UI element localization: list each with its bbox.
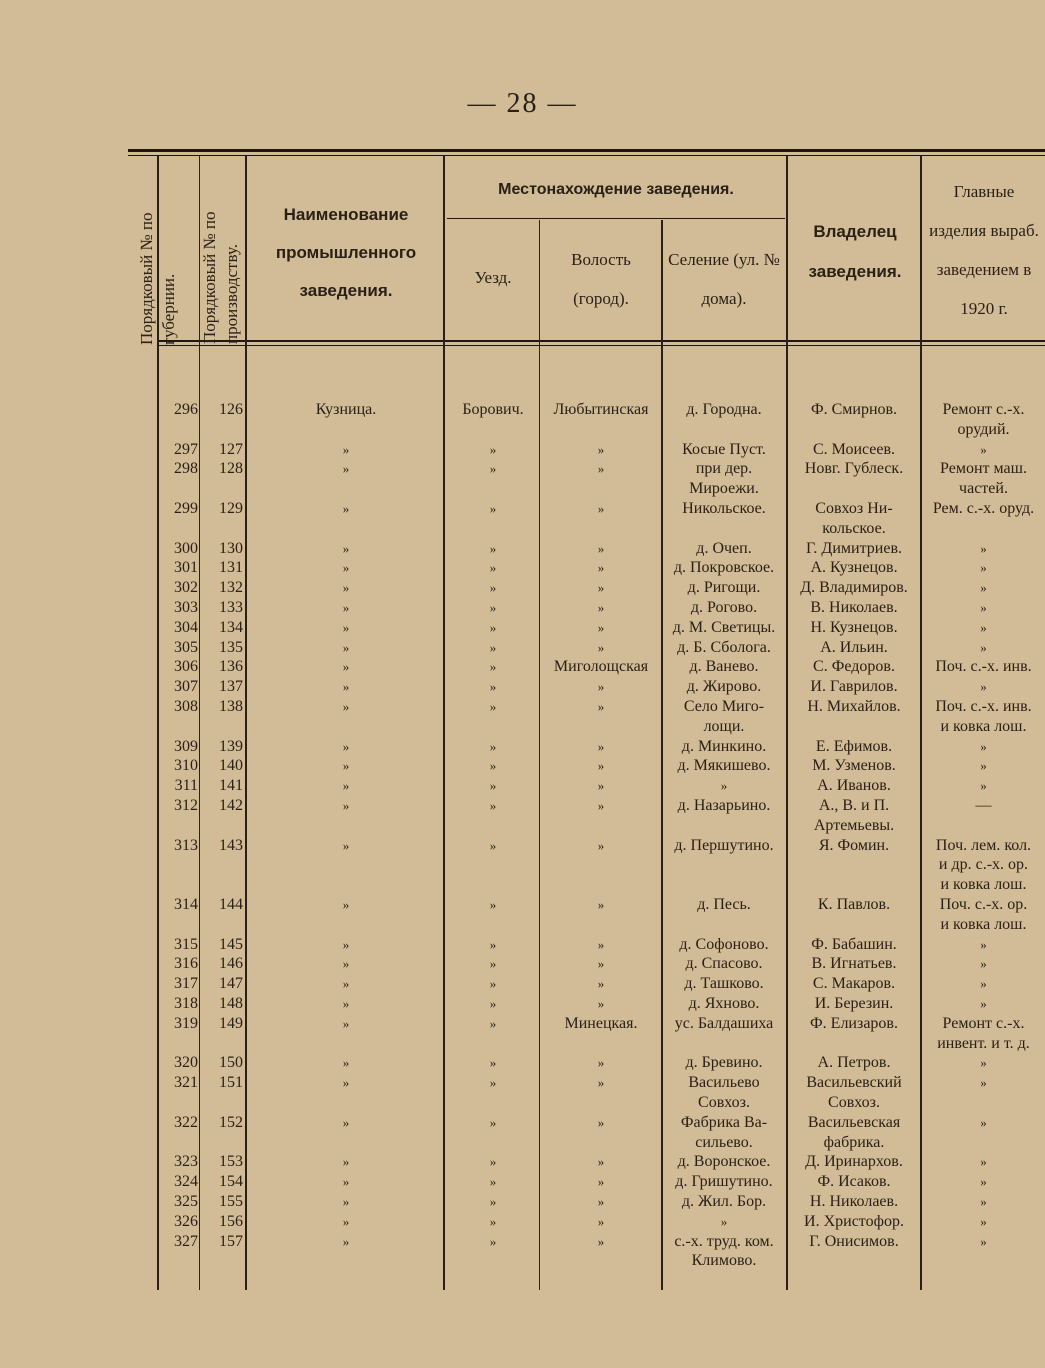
selenie-cell: Мироежи. [689,480,759,498]
volost-cell: » [597,699,605,714]
product-cell: » [980,996,987,1011]
uezd-cell: » [489,560,497,576]
order-prod-cell: 134 [219,618,243,636]
volost-cell: » [597,996,605,1011]
uezd-cell: » [489,956,497,972]
order-prod-cell: 145 [219,935,243,953]
uezd-cell: » [489,1015,497,1031]
owner-cell: Н. Кузнецов. [810,618,898,636]
order-gub-cell: 311 [174,777,198,795]
selenie-cell: д. Бревино. [685,1054,763,1072]
owner-cell: А. Ильин. [820,638,888,656]
name-cell: » [342,1174,350,1190]
volost-cell: » [597,976,605,992]
volost-cell: » [597,1174,605,1190]
name-cell: » [342,976,350,992]
order-gub-cell: 317 [174,975,198,993]
order-prod-cell: 133 [219,599,243,616]
selenie-cell: д. Першутино. [674,836,774,854]
volost-cell: » [597,738,605,754]
order-gub-cell: 308 [174,698,198,715]
order-prod-cell: 149 [219,1014,243,1032]
order-gub-cell: 312 [174,797,198,814]
product-cell: » [980,976,987,992]
owner-cell: Г. Онисимов. [809,1232,899,1250]
order-prod-cell: 141 [219,777,243,795]
uezd-cell: » [489,1055,497,1071]
name-cell: » [342,1075,350,1091]
selenie-cell: д. Покровское. [673,559,775,577]
selenie-cell: д. Мякишево. [677,757,771,775]
owner-cell: Совхоз. [828,1094,880,1111]
name-cell: » [342,619,350,635]
uezd-cell: » [489,897,497,912]
product-cell: » [980,441,987,457]
volost-cell: » [597,1055,605,1071]
order-prod-cell: 131 [219,559,243,577]
order-gub-cell: 321 [174,1074,198,1092]
order-prod-cell: 143 [219,836,243,854]
uezd-cell: » [489,778,497,794]
order-prod-cell: 136 [219,658,243,676]
owner-cell: В. Николаев. [810,599,898,616]
selenie-cell: д. Песь. [697,896,751,913]
order-gub-cell: 324 [174,1173,198,1191]
order-gub-cell: 323 [174,1153,198,1171]
owner-cell: кольское. [822,519,886,537]
owner-cell: А., В. и П. [818,797,890,814]
owner-cell: А. Кузнецов. [810,559,898,577]
order-prod-cell: 126 [219,401,243,418]
volost-cell: » [597,837,605,853]
selenie-cell: д. Воронское. [677,1153,771,1171]
owner-cell: С. Федоров. [813,658,895,676]
product-cell: и др. с.-х. ор. [938,856,1029,874]
owner-cell: А. Петров. [817,1054,891,1072]
uezd-cell: » [489,1075,497,1091]
product-cell: Ремонт с.-х. [942,401,1025,418]
selenie-cell: д. Минкино. [681,737,767,755]
volost-cell: » [597,679,605,695]
name-cell: » [342,778,350,794]
order-gub-cell: 313 [174,836,198,854]
uezd-cell: Борович. [462,401,524,418]
owner-cell: Васильевский [806,1074,902,1092]
order-gub-cell: 320 [174,1054,198,1072]
order-gub-cell: 318 [174,995,198,1012]
uezd-cell: » [489,1154,497,1170]
product-cell: инвент. и т. д. [937,1034,1030,1052]
product-cell: » [980,1114,987,1130]
order-gub-cell: 319 [174,1014,198,1032]
owner-cell: Васильевская [807,1113,901,1131]
order-gub-cell: 326 [174,1212,198,1230]
uezd-cell: » [489,837,497,853]
owner-cell: фабрика. [823,1133,885,1151]
name-cell: » [342,501,350,516]
selenie-cell: Фабрика Ва- [680,1113,768,1131]
volost-cell: » [597,619,605,635]
selenie-cell: » [720,1213,728,1229]
header-owner: Владелец заведения. [808,222,902,281]
order-prod-cell: 137 [219,678,243,696]
order-prod-cell: 130 [219,539,243,557]
product-cell: Ремонт с.-х. [942,1014,1025,1032]
name-cell: » [342,1015,350,1031]
product-cell: орудий. [957,420,1010,438]
product-cell: » [980,1194,987,1209]
order-prod-cell: 151 [219,1074,243,1092]
order-gub-cell: 298 [174,460,198,478]
name-cell: » [342,679,350,695]
name-cell: » [342,758,350,774]
owner-cell: К. Павлов. [817,896,891,913]
header-order-prod: Порядковый № по производству. [200,211,241,344]
uezd-cell: » [489,600,497,615]
uezd-cell: » [489,976,497,992]
name-cell: » [342,699,350,714]
uezd-cell: » [489,441,497,457]
product-cell: и ковка лош. [940,876,1027,894]
order-prod-cell: 150 [219,1054,243,1072]
volost-cell: » [597,798,605,813]
order-gub-cell: 315 [174,935,198,953]
product-cell: » [980,738,987,754]
selenie-cell: д. Очеп. [696,539,752,557]
product-cell: » [980,936,987,952]
header-bottom-rule-thin [158,345,1045,346]
volost-cell: » [597,441,605,457]
order-gub-cell: 303 [174,599,198,616]
order-gub-cell: 306 [174,658,198,676]
uezd-cell: » [489,996,497,1011]
order-prod-cell: 129 [219,500,243,517]
order-gub-cell: 299 [174,500,198,517]
uezd-cell: » [489,501,497,516]
owner-cell: Ф. Исаков. [817,1173,891,1191]
product-cell: » [980,600,987,615]
order-gub-cell: 316 [174,955,198,973]
owner-cell: Н. Николаев. [809,1193,899,1210]
uezd-cell: » [489,1233,497,1249]
volost-cell: » [597,956,605,972]
header-selenie: Селение (ул. № дома). [668,250,780,308]
selenie-cell: д. Городна. [686,401,762,418]
owner-cell: И. Березин. [814,995,894,1012]
owner-cell: И. Христофор. [804,1212,904,1230]
order-prod-cell: 152 [219,1113,243,1131]
selenie-cell: Совхоз. [698,1094,750,1111]
product-cell: » [980,1174,987,1190]
uezd-cell: » [489,679,497,695]
owner-cell: Новг. Гублеск. [804,460,904,478]
product-cell: и ковка лош. [940,915,1027,933]
selenie-cell: сильево. [695,1133,753,1151]
uezd-cell: » [489,1174,497,1190]
uezd-cell: » [489,936,497,952]
owner-cell: В. Игнатьев. [811,955,897,973]
order-gub-cell: 296 [174,401,198,418]
owner-cell: Г. Димитриев. [805,539,902,557]
product-cell: » [980,639,987,655]
product-cell: » [980,758,987,774]
order-prod-cell: 153 [219,1153,243,1171]
order-gub-cell: 327 [174,1232,198,1250]
name-cell: » [342,659,350,675]
order-prod-cell: 146 [219,955,243,973]
volost-cell: Минецкая. [564,1014,638,1032]
owner-cell: С. Макаров. [812,975,896,993]
header-location: Местонахождение заведения. [498,181,734,198]
volost-cell: Любытинская [553,401,649,418]
product-cell: Ремонт маш. [940,460,1027,478]
name-cell: » [342,1213,350,1229]
order-gub-cell: 301 [174,559,198,577]
owner-cell: Е. Ефимов. [815,737,893,755]
product-cell: » [980,679,987,695]
name-cell: » [342,1194,350,1209]
owner-cell: Д. Владимиров. [800,579,908,597]
top-rule-thin [128,155,1045,156]
uezd-cell: » [489,540,497,556]
order-prod-cell: 147 [219,975,243,993]
selenie-cell: д. Ванево. [689,658,759,676]
owner-cell: С. Моисеев. [812,440,896,458]
order-prod-cell: 127 [219,440,243,458]
selenie-cell: д. Спасово. [685,955,763,973]
order-gub-cell: 304 [174,618,198,636]
owner-cell: И. Гаврилов. [810,678,898,696]
selenie-cell: при дер. [695,460,753,478]
order-gub-cell: 310 [174,757,198,775]
name-cell: » [342,461,350,477]
selenie-cell: лощи. [703,717,745,735]
name-cell: » [342,996,350,1011]
header-bottom-rule [158,340,1045,342]
order-gub-cell: 300 [174,539,198,557]
volost-cell: » [597,501,605,516]
selenie-cell: д. Б. Сболога. [677,638,771,656]
product-cell: — [975,797,992,814]
volost-cell: » [597,540,605,556]
selenie-cell: д. Ригощи. [687,579,761,597]
volost-cell: » [597,639,605,655]
volost-cell: » [597,758,605,774]
selenie-cell: д. Жирово. [686,678,762,696]
name-cell: » [342,956,350,972]
order-gub-cell: 305 [174,638,198,656]
name-cell: » [342,798,350,813]
uezd-cell: » [489,1213,497,1229]
order-prod-cell: 138 [219,698,243,715]
name-cell: » [342,580,350,596]
selenie-cell: Климово. [691,1252,757,1270]
product-cell: Поч. с.-х. инв. [935,698,1032,715]
uezd-cell: » [489,758,497,774]
order-gub-cell: 314 [174,896,198,913]
order-prod-cell: 148 [219,995,243,1012]
product-cell: » [980,580,987,596]
name-cell: » [342,897,350,912]
product-cell: » [980,1213,987,1229]
product-cell: » [980,560,987,576]
name-cell: » [342,936,350,952]
order-prod-cell: 139 [219,737,243,755]
order-prod-cell: 155 [219,1193,243,1210]
volost-cell: » [597,1213,605,1229]
col-divider [443,156,445,1290]
selenie-cell: с.-х. труд. ком. [674,1232,774,1250]
name-cell: » [342,1055,350,1071]
product-cell: » [980,778,987,794]
owner-cell: Артемьевы. [813,816,895,834]
col-divider [245,156,247,1290]
uezd-cell: » [489,1114,497,1130]
name-cell: » [342,837,350,853]
selenie-cell: д. Гришутино. [675,1173,773,1191]
product-cell: » [980,1154,987,1170]
product-cell: и ковка лош. [940,717,1027,735]
uezd-cell: » [489,461,497,477]
volost-cell: » [597,560,605,576]
header-volost: Волость (город). [571,250,631,308]
order-prod-cell: 157 [219,1232,243,1250]
order-prod-cell: 135 [219,638,243,656]
product-cell: » [980,1075,987,1091]
name-cell: » [342,1233,350,1249]
order-prod-cell: 142 [219,797,243,814]
uezd-cell: » [489,1194,497,1209]
uezd-cell: » [489,639,497,655]
uezd-cell: » [489,619,497,635]
volost-cell: » [597,600,605,615]
name-cell: » [342,738,350,754]
selenie-cell: Косые Пуст. [682,440,766,458]
owner-cell: Я. Фомин. [818,836,890,854]
order-gub-cell: 325 [174,1193,198,1210]
owner-cell: А. Иванов. [817,777,891,795]
selenie-cell: » [720,778,728,794]
selenie-cell: Никольское. [682,500,766,517]
product-cell: Поч. с.-х. инв. [935,658,1032,676]
volost-cell: » [597,1194,605,1209]
selenie-cell: д. Яхново. [688,995,760,1012]
volost-cell: » [597,1233,605,1249]
name-cell: Кузница. [315,401,377,418]
order-prod-cell: 154 [219,1173,243,1191]
volost-cell: » [597,778,605,794]
product-cell: » [980,1055,987,1071]
order-prod-cell: 132 [219,579,243,597]
order-prod-cell: 128 [219,460,243,478]
name-cell: » [342,1114,350,1130]
volost-cell: » [597,1154,605,1170]
owner-cell: Н. Михайлов. [807,698,901,715]
product-cell: » [980,619,987,635]
selenie-cell: д. Ташково. [684,975,764,993]
selenie-cell: д. Рогово. [690,599,758,616]
col-divider [539,220,540,1290]
order-gub-cell: 302 [174,579,198,597]
uezd-cell: » [489,580,497,596]
order-gub-cell: 307 [174,678,198,696]
volost-cell: » [597,1114,605,1130]
uezd-cell: » [489,699,497,714]
volost-cell: » [597,1075,605,1091]
selenie-cell: ус. Балдашиха [674,1014,774,1032]
volost-cell: » [597,461,605,477]
order-prod-cell: 144 [219,896,243,913]
selenie-cell: д. Назарьино. [677,797,771,814]
owner-cell: Ф. Смирнов. [810,401,898,418]
header-name: Наименование промышленного заведения. [275,205,417,300]
volost-cell: » [597,580,605,596]
product-cell: Поч. лем. кол. [935,836,1032,854]
owner-cell: Ф. Бабашин. [811,935,897,953]
selenie-cell: Село Миго- [683,698,765,715]
uezd-cell: » [489,738,497,754]
volost-cell: » [597,936,605,952]
selenie-cell: Васильево [688,1074,760,1092]
header-order-gub: Порядковый № по губернии. [137,212,178,345]
name-cell: » [342,560,350,576]
order-gub-cell: 297 [174,440,198,458]
product-cell: » [980,540,987,556]
uezd-cell: » [489,659,497,675]
owner-cell: Совхоз Ни- [815,500,893,517]
selenie-cell: д. М. Светицы. [672,618,776,636]
owner-cell: М. Узменов. [812,757,896,775]
product-cell: Поч. с.-х. ор. [939,896,1028,913]
page-number: — 28 — [467,88,578,119]
order-prod-cell: 140 [219,757,243,775]
name-cell: » [342,600,350,615]
header-products: Главные изделия выраб. заведением в 1920 г. [929,182,1039,318]
name-cell: » [342,1154,350,1170]
header-uezd: Уезд. [474,268,512,287]
volost-cell: Миголощская [553,658,649,676]
product-cell: » [980,956,987,972]
owner-cell: Д. Иринархов. [805,1153,903,1171]
volost-cell: » [597,897,605,912]
name-cell: » [342,441,350,457]
order-gub-cell: 322 [174,1113,198,1131]
product-cell: частей. [959,480,1008,498]
uezd-cell: » [489,798,497,813]
selenie-cell: д. Жил. Бор. [681,1193,767,1210]
product-cell: » [980,1233,987,1249]
location-subheader-rule [447,218,785,219]
top-rule-thick [128,149,1045,152]
name-cell: » [342,540,350,556]
product-cell: Рем. с.-х. оруд. [932,500,1035,517]
name-cell: » [342,639,350,655]
order-prod-cell: 156 [219,1212,243,1230]
selenie-cell: д. Софоново. [679,935,769,953]
owner-cell: Ф. Елизаров. [810,1014,898,1032]
order-gub-cell: 309 [174,737,198,755]
